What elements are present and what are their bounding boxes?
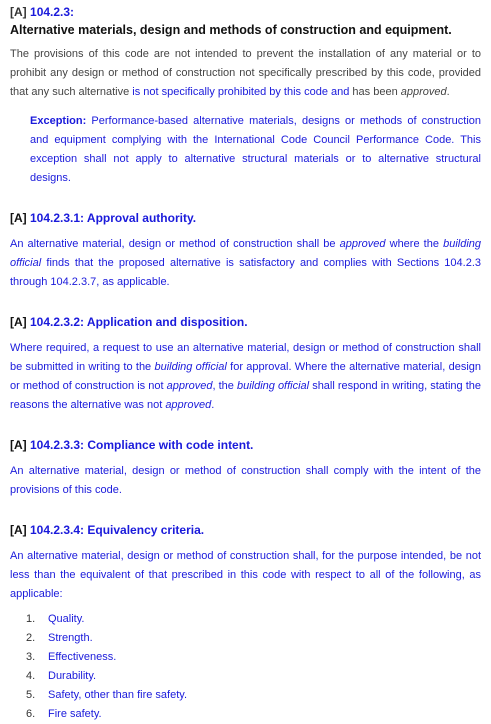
subsection-title: 104.2.3.2: Application and disposition. — [26, 315, 248, 329]
subsection-title: 104.2.3.3: Compliance with code intent. — [26, 438, 254, 452]
body-text-2: has been — [349, 86, 401, 98]
subsection-application-disposition — [10, 314, 481, 415]
list-item — [10, 610, 481, 629]
defined-term: building official — [154, 361, 227, 373]
subsection-body — [10, 339, 481, 415]
exception-label: Exception: — [30, 115, 87, 127]
section-body — [10, 45, 481, 102]
list-text: Safety, other than fire safety. — [48, 689, 187, 701]
exception-note — [30, 112, 481, 188]
body-text-3: . — [446, 86, 450, 98]
text: for approval. Where the alternative material, design or method of construction is not — [10, 361, 481, 392]
list-number: 6. — [26, 708, 36, 720]
list-number: 2. — [26, 632, 36, 644]
subsection-body — [10, 235, 481, 292]
defined-term: building official — [10, 238, 481, 269]
section-title: Alternative materials, design and methods of construction and equipment. — [10, 23, 452, 37]
subsection-prefix: [A] — [10, 438, 27, 452]
text: where the — [385, 238, 444, 250]
defined-term: approved — [166, 380, 213, 392]
list-item — [10, 686, 481, 705]
text: . — [211, 399, 215, 411]
defined-term: approved — [165, 399, 212, 411]
criteria-list — [10, 610, 481, 724]
list-number: 3. — [26, 651, 36, 663]
text: finds that the proposed alternative is satisfactory and complies with Sections 104.2.3 through 104.2.3.7, as applicable. — [10, 257, 481, 288]
list-item — [10, 705, 481, 724]
subsection-heading — [10, 314, 481, 331]
subsection-heading — [10, 437, 481, 454]
list-text: Fire safety. — [48, 708, 102, 720]
text: An alternative material, design or method of construction shall be — [10, 238, 340, 250]
list-item — [10, 648, 481, 667]
list-text: Quality. — [48, 613, 85, 625]
list-number: 5. — [26, 689, 36, 701]
subsection-prefix: [A] — [10, 523, 27, 537]
subsection-equivalency-criteria — [10, 522, 481, 724]
list-number: 1. — [26, 613, 36, 625]
list-text: Effectiveness. — [48, 651, 117, 663]
list-item — [10, 629, 481, 648]
text: shall respond in writing, stating the reasons the alternative was not — [10, 380, 481, 411]
list-item — [10, 667, 481, 686]
subsection-heading — [10, 210, 481, 227]
subsection-body: An alternative material, design or method of construction shall comply with the intent of the provisions of this code. — [10, 465, 481, 496]
defined-term: approved — [339, 238, 386, 250]
text: , the — [212, 380, 237, 392]
body-highlight: is not specifically prohibited by this code and — [132, 86, 350, 98]
list-number: 4. — [26, 670, 36, 682]
list-text: Strength. — [48, 632, 93, 644]
list-text: Durability. — [48, 670, 97, 682]
body-text: The provisions of this code are not intended to prevent the installation of any material or to prohibit any design or method of construction not specifically prescribed by this code, provided that any such alternative — [10, 48, 481, 98]
subsection-approval-authority — [10, 210, 481, 292]
section-prefix: [A] — [10, 5, 27, 19]
text: Where required, a request to use an alternative material, design or method of construction shall be submitted in writing to the — [10, 342, 481, 373]
approved-term: approved — [400, 86, 447, 98]
defined-term: building official — [236, 380, 310, 392]
subsection-title: 104.2.3.1: Approval authority. — [26, 211, 197, 225]
exception-text: Performance-based alternative materials, designs or methods of construction and equipment complying with the International Code Council Performance Code. This exception shall not apply to alternative structural materials or to alternative structural designs. — [30, 115, 481, 184]
section-number-heading — [10, 4, 481, 21]
subsection-prefix: [A] — [10, 315, 27, 329]
subsection-body: An alternative material, design or method of construction shall, for the purpose intended, be not less than the equivalent of that prescribed in this code with respect to all of the following, as applicable: — [10, 550, 481, 600]
subsection-title: 104.2.3.4: Equivalency criteria. — [26, 523, 205, 537]
subsection-prefix: [A] — [10, 211, 27, 225]
subsection-compliance-intent — [10, 437, 481, 500]
subsection-heading — [10, 522, 481, 539]
section-number: 104.2.3: — [30, 5, 75, 19]
